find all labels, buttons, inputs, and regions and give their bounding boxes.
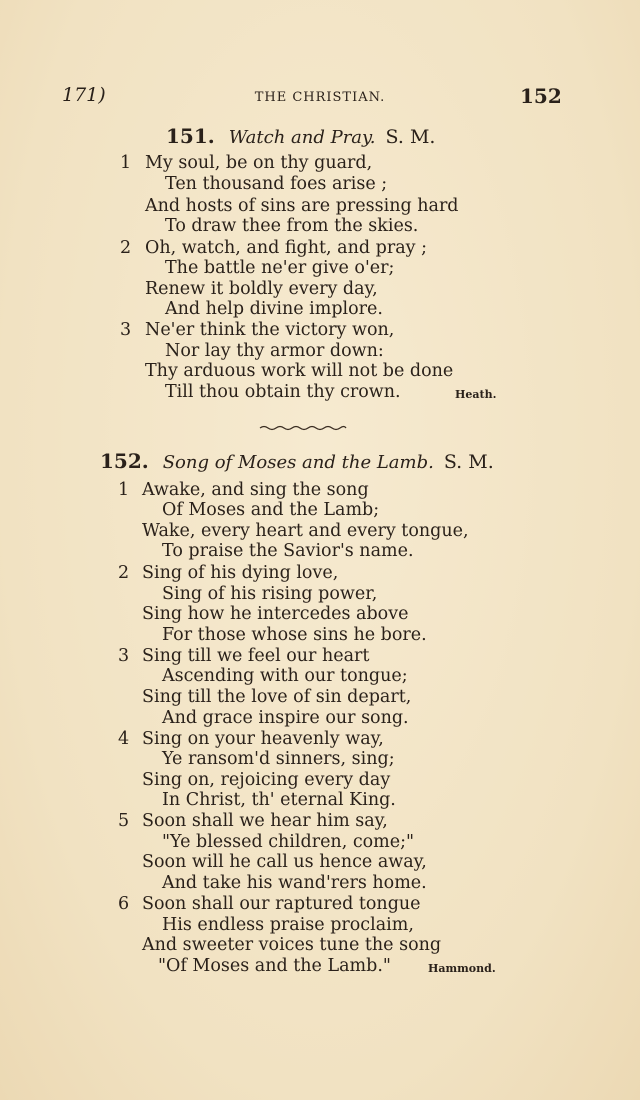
verse-line: And hosts of sins are pressing hard	[145, 196, 459, 216]
verse-line: In Christ, th' eternal King.	[162, 790, 396, 810]
verse-line: Sing on your heavenly way,	[142, 729, 384, 749]
verse-line: Sing till the love of sin depart,	[142, 687, 412, 707]
verse-line: His endless praise proclaim,	[162, 915, 414, 935]
verse-line: Of Moses and the Lamb;	[162, 500, 380, 520]
verse-number: 2	[118, 563, 130, 583]
hymn-number: 151.	[166, 124, 215, 148]
verse-line: Sing how he intercedes above	[142, 604, 409, 624]
verse-line: Nor lay thy armor down:	[165, 341, 384, 361]
hymn-meter: S. M.	[385, 126, 436, 148]
verse-line: The battle ne'er give o'er;	[165, 258, 395, 278]
verse-line: Soon shall we hear him say,	[142, 811, 388, 831]
verse-line: Ye ransom'd sinners, sing;	[162, 749, 395, 769]
verse-line: Renew it boldly every day,	[145, 279, 378, 299]
verse-line: Awake, and sing the song	[142, 480, 369, 500]
page-number: 152	[520, 84, 562, 108]
verse-line: Sing till we feel our heart	[142, 646, 370, 666]
hymn-name: Song of Moses and the Lamb.	[162, 452, 434, 473]
hymn-author: Heath.	[455, 388, 497, 401]
verse-line: "Of Moses and the Lamb."	[158, 956, 391, 976]
hymn-meter: S. M.	[443, 451, 494, 473]
verse-number: 2	[120, 238, 132, 258]
verse-line: Sing of his rising power,	[162, 584, 378, 604]
header-left-mark: 171)	[62, 84, 106, 106]
verse-number: 4	[118, 729, 130, 749]
verse-line: Sing of his dying love,	[142, 563, 339, 583]
verse-line: And help divine implore.	[165, 299, 383, 319]
verse-line: Ascending with our tongue;	[162, 666, 408, 686]
hymn-number: 152.	[100, 449, 149, 473]
verse-line: Ne'er think the victory won,	[145, 320, 395, 340]
verse-line: Wake, every heart and every tongue,	[142, 521, 469, 541]
running-title: THE CHRISTIAN.	[254, 90, 386, 105]
verse-line: Soon shall our raptured tongue	[142, 894, 421, 914]
verse-number: 3	[118, 646, 130, 666]
verse-number: 1	[118, 480, 130, 500]
hymn-name: Watch and Pray.	[228, 127, 376, 148]
verse-number: 3	[120, 320, 132, 340]
verse-number: 5	[118, 811, 130, 831]
verse-number: 1	[120, 153, 132, 173]
verse-line: Thy arduous work will not be done	[145, 361, 454, 381]
page-header	[0, 84, 640, 114]
hymn-author: Hammond.	[428, 962, 496, 975]
verse-line: And grace inspire our song.	[162, 708, 409, 728]
verse-line: My soul, be on thy guard,	[145, 153, 373, 173]
verse-line: "Ye blessed children, come;"	[162, 832, 415, 852]
hymn-151-title	[166, 124, 435, 148]
verse-line: To praise the Savior's name.	[162, 541, 414, 561]
verse-line: For those whose sins he bore.	[162, 625, 427, 645]
verse-line: Till thou obtain thy crown.	[165, 382, 401, 402]
hymn-152-title	[100, 449, 494, 473]
verse-line: And sweeter voices tune the song	[142, 935, 442, 955]
verse-line: Soon will he call us hence away,	[142, 852, 427, 872]
verse-line: Sing on, rejoicing every day	[142, 770, 391, 790]
verse-line: And take his wand'rers home.	[162, 873, 427, 893]
verse-line: To draw thee from the skies.	[165, 216, 419, 236]
verse-line: Oh, watch, and fight, and pray ;	[145, 238, 427, 258]
ornamental-divider	[258, 424, 348, 432]
verse-number: 6	[118, 894, 130, 914]
verse-line: Ten thousand foes arise ;	[165, 174, 388, 194]
